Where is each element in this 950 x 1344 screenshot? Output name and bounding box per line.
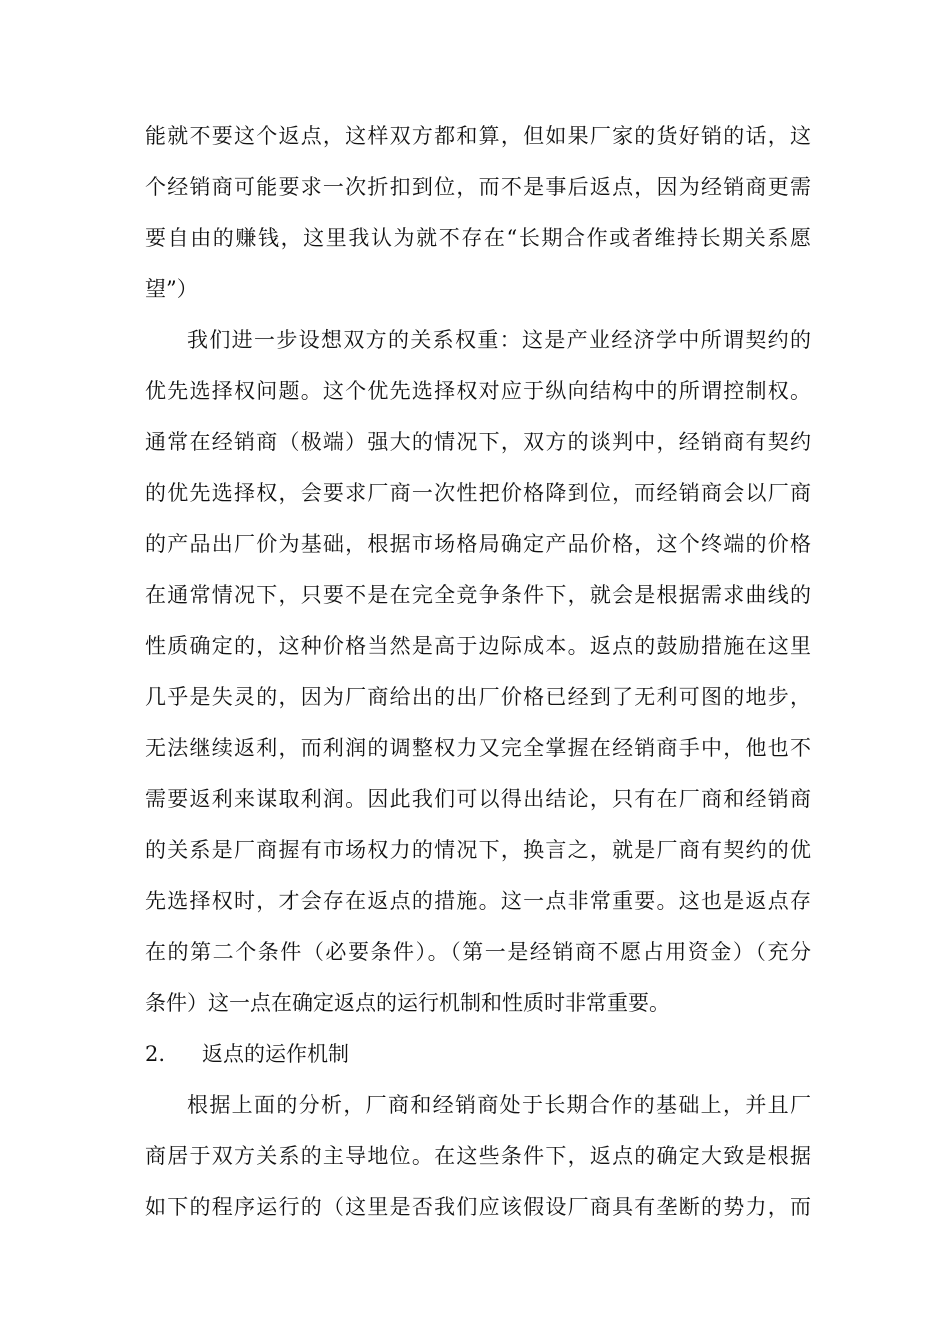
section-heading (145, 1039, 811, 1069)
text-line: 根据上面的分析，厂商和经销商处于长期合作的基础上，并且厂 (187, 1093, 811, 1117)
text-line: 先选择权时，才会存在返点的措施。这一点非常重要。这也是返点存 (145, 889, 811, 913)
text-line: 需要返利来谋取利润。因此我们可以得出结论，只有在厂商和经销商 (145, 787, 811, 811)
section-number: 2. (145, 1042, 166, 1066)
text-line: 几乎是失灵的，因为厂商给出的出厂价格已经到了无利可图的地步， (145, 685, 811, 709)
text-line: 性质确定的，这种价格当然是高于边际成本。返点的鼓励措施在这里 (145, 634, 811, 658)
text-line: 商居于双方关系的主导地位。在这些条件下，返点的确定大致是根据 (145, 1144, 811, 1168)
text-line: 通常在经销商（极端）强大的情况下，双方的谈判中，经销商有契约 (145, 430, 811, 454)
text-line: 我们进一步设想双方的关系权重：这是产业经济学中所谓契约的 (187, 328, 811, 352)
text-line: 的产品出厂价为基础，根据市场格局确定产品价格，这个终端的价格 (145, 532, 811, 556)
text-line: 条件）这一点在确定返点的运行机制和性质时非常重要。 (145, 991, 670, 1015)
text-line: 个经销商可能要求一次折扣到位，而不是事后返点，因为经销商更需 (145, 175, 811, 199)
text-line: 无法继续返利，而利润的调整权力又完全掌握在经销商手中，他也不 (145, 736, 811, 760)
text-line: 的优先选择权，会要求厂商一次性把价格降到位，而经销商会以厂商 (145, 481, 811, 505)
text-line: 望”） (145, 277, 198, 301)
section-title: 返点的运作机制 (202, 1042, 349, 1066)
text-line: 优先选择权问题。这个优先选择权对应于纵向结构中的所谓控制权。 (145, 379, 811, 403)
text-line: 的关系是厂商握有市场权力的情况下，换言之，就是厂商有契约的优 (145, 838, 811, 862)
text-line: 要自由的赚钱，这里我认为就不存在“长期合作或者维持长期关系愿 (145, 226, 811, 250)
text-line: 在的第二个条件（必要条件）。（第一是经销商不愿占用资金）（充分 (145, 940, 811, 964)
text-line: 如下的程序运行的（这里是否我们应该假设厂商具有垄断的势力，而 (145, 1195, 811, 1219)
text-line: 在通常情况下，只要不是在完全竞争条件下，就会是根据需求曲线的 (145, 583, 811, 607)
text-line: 能就不要这个返点，这样双方都和算，但如果厂家的货好销的话，这 (145, 124, 811, 148)
